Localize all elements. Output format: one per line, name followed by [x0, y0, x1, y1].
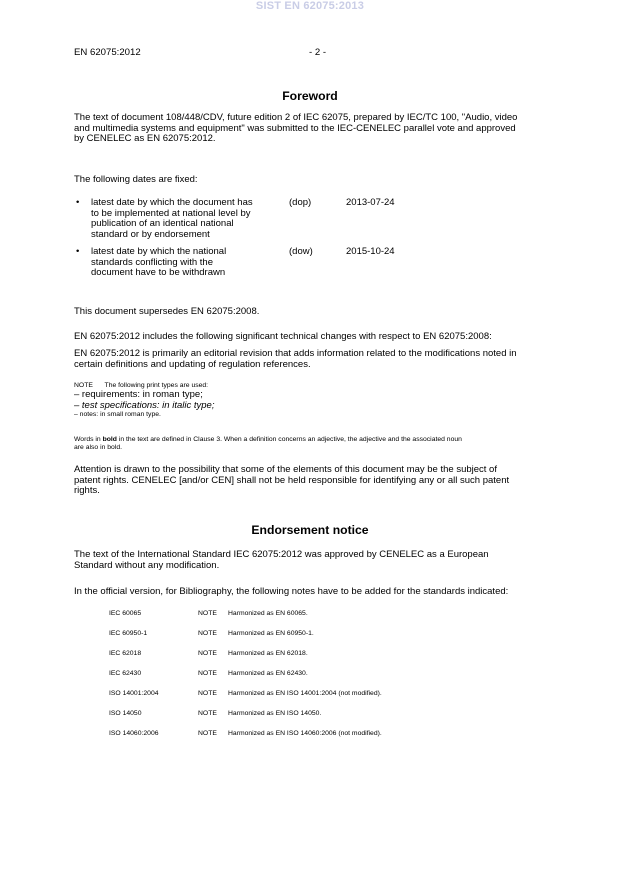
dates-item-line: latest date by which the national	[91, 246, 227, 257]
bib-note-label: NOTE	[198, 670, 217, 677]
endorsement-line: The text of the International Standard IEC 62075:2012 was approved by CENELEC as a European	[74, 549, 489, 560]
bib-note-label: NOTE	[198, 650, 217, 657]
bib-standard: ISO 14001:2004	[109, 690, 159, 697]
note-text: The following print types are used:	[104, 382, 209, 389]
note-item-roman: – requirements: in roman type;	[74, 389, 203, 401]
bib-note-label: NOTE	[198, 730, 217, 737]
bib-note-text: Harmonized as EN 60950-1.	[228, 630, 314, 637]
patent-line: rights.	[74, 485, 100, 497]
bib-note-text: Harmonized as EN ISO 14050.	[228, 710, 322, 717]
bold-words-line: are also in bold.	[74, 444, 122, 452]
patent-line: patent rights. CENELEC [and/or CEN] shall not be held responsible for identifying any or all such patent	[74, 474, 510, 486]
dates-value-dop: 2013-07-24	[346, 197, 395, 208]
bib-note-text: Harmonized as EN 60065.	[228, 610, 308, 617]
bib-note-text: Harmonized as EN 62018.	[228, 650, 308, 657]
words-bold: bold	[102, 436, 117, 443]
note-item-small: – notes: in small roman type.	[74, 411, 161, 419]
dates-item-line: document have to be withdrawn	[91, 267, 226, 279]
editorial-line: certain definitions and updating of regulation references.	[74, 358, 311, 370]
foreword-intro-line: and multimedia systems and equipment" was submitted to the IEC-CENELEC parallel vote and approved	[74, 122, 516, 134]
dates-abbr-dop: (dop)	[289, 197, 312, 208]
foreword-heading: Foreword	[282, 89, 338, 103]
bib-standard: ISO 14060:2006	[109, 730, 159, 737]
note-item-italic: – test specifications: in italic type;	[74, 399, 215, 411]
dates-item-line: standard or by endorsement	[91, 228, 210, 240]
bib-note-label: NOTE	[198, 710, 217, 717]
bib-standard: IEC 62430	[109, 670, 142, 677]
header-page-number: - 2 -	[309, 47, 327, 58]
header-doc-id: EN 62075:2012	[74, 47, 141, 58]
words-post: in the text are defined in Clause 3. When a definition concerns an adjective, the adjective and the associated noun	[116, 436, 462, 443]
editorial-revision-text	[74, 349, 561, 370]
foreword-intro-line: The text of document 108/448/CDV, future edition 2 of IEC 62075, prepared by IEC/TC 100, "Audio, video	[74, 112, 518, 123]
bib-note-text: Harmonized as EN 62430.	[228, 670, 308, 677]
words-pre: Words in	[74, 436, 103, 443]
bib-note-label: NOTE	[198, 610, 217, 617]
dates-item-line: standards conflicting with the	[91, 256, 213, 268]
watermark: SIST EN 62075:2013	[255, 0, 365, 12]
dates-item-line: latest date by which the document has	[91, 197, 253, 208]
note-block	[74, 382, 561, 419]
bib-standard: IEC 62018	[109, 650, 142, 657]
bib-standard: IEC 60950-1	[109, 630, 148, 637]
bib-note-text: Harmonized as EN ISO 14060:2006 (not modified).	[228, 730, 382, 737]
endorsement-line: Standard without any modification.	[74, 559, 220, 571]
foreword-intro-line: by CENELEC as EN 62075:2012.	[74, 133, 216, 145]
editorial-line: EN 62075:2012 is primarily an editorial revision that adds information related to the modifications noted in	[74, 348, 517, 359]
patent-text	[74, 465, 561, 497]
endorsement-heading: Endorsement notice	[251, 523, 369, 537]
note-label: NOTE	[74, 382, 93, 389]
dates-abbr-dow: (dow)	[289, 246, 313, 257]
dates-intro: The following dates are fixed:	[74, 174, 198, 185]
bib-standard: IEC 60065	[109, 610, 142, 617]
bib-standard: ISO 14050	[109, 710, 142, 717]
changes-intro: EN 62075:2012 includes the following significant technical changes with respect to EN 62075:2008:	[74, 331, 492, 342]
dates-value-dow: 2015-10-24	[346, 246, 395, 257]
bold-words-line	[74, 436, 561, 444]
bib-note-text: Harmonized as EN ISO 14001:2004 (not modified).	[228, 690, 382, 697]
dates-item-dop	[91, 198, 273, 240]
endorsement-text	[74, 550, 561, 571]
bib-note-label: NOTE	[198, 690, 217, 697]
dates-item-dow	[91, 247, 273, 279]
supersedes-text: This document supersedes EN 62075:2008.	[74, 306, 260, 317]
dates-item-line: publication of an identical national	[91, 218, 234, 230]
bold-words-text	[74, 436, 561, 452]
patent-line: Attention is drawn to the possibility that some of the elements of this document may be the subject of	[74, 464, 497, 475]
official-version-text: In the official version, for Bibliography, the following notes have to be added for the standards indicated:	[74, 586, 509, 597]
bullet-marker: •	[76, 246, 80, 257]
bib-note-label: NOTE	[198, 630, 217, 637]
bullet-marker: •	[76, 197, 80, 208]
dates-item-line: to be implemented at national level by	[91, 207, 251, 219]
foreword-intro	[74, 113, 561, 145]
